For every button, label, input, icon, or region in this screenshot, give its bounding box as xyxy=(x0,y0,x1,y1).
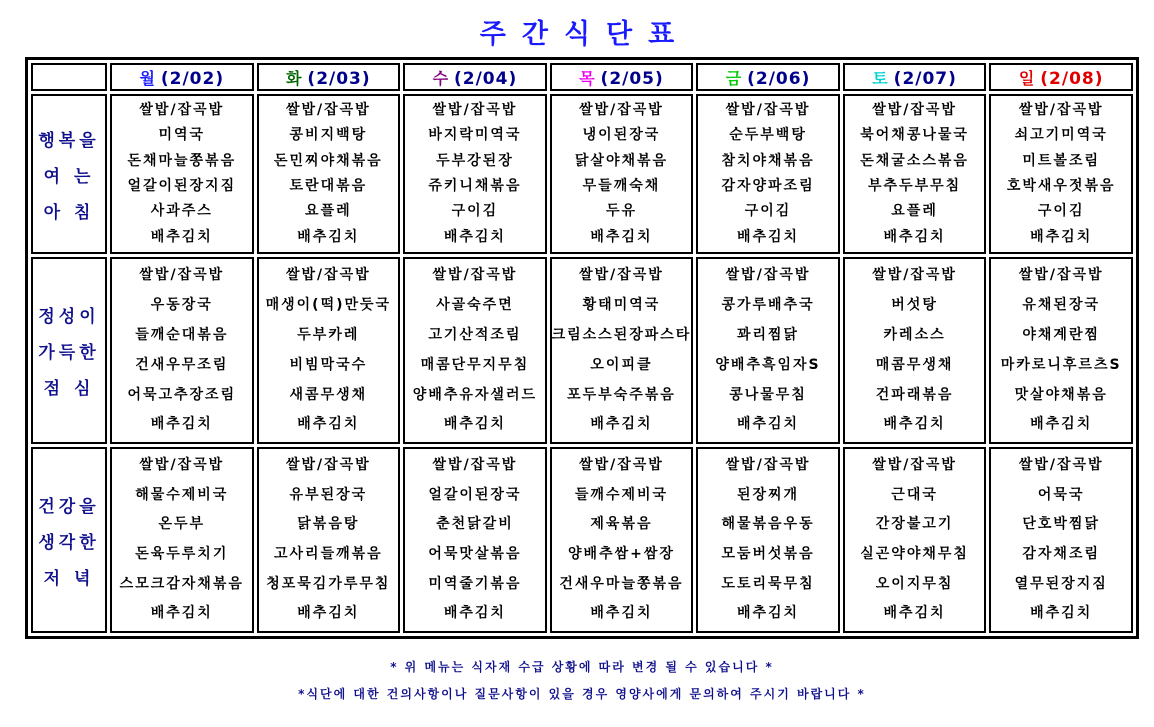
menu-item: 배추김치 xyxy=(1030,228,1093,245)
menu-item: 배추김치 xyxy=(443,228,506,245)
menu-item: 쌀밥/잡곡밥 xyxy=(285,267,371,284)
menu-item: 냉이된장국 xyxy=(582,127,661,144)
menu-cell xyxy=(403,94,547,254)
day-header-0 xyxy=(110,63,254,91)
day-header-3 xyxy=(550,63,694,91)
menu-item: 배추김치 xyxy=(443,416,506,433)
menu-cell xyxy=(843,257,987,444)
menu-item: 두부카레 xyxy=(297,326,360,343)
menu-cell xyxy=(843,94,987,254)
menu-item: 토란대볶음 xyxy=(289,177,368,194)
menu-item: 닭살야채볶음 xyxy=(574,152,669,169)
menu-item: 모둠버섯볶음 xyxy=(721,546,815,563)
menu-item: 쥬키니채볶음 xyxy=(428,177,522,194)
menu-item: 건새우무조림 xyxy=(135,356,229,373)
menu-cell xyxy=(110,447,254,633)
day-header-row xyxy=(31,63,1133,91)
menu-cell xyxy=(403,447,547,633)
menu-item: 구이김 xyxy=(451,203,499,220)
menu-item: 어묵맛살볶음 xyxy=(428,546,522,563)
meal-label-dinner xyxy=(31,447,107,633)
menu-item: 새콤무생채 xyxy=(289,386,368,403)
menu-item: 쌀밥/잡곡밥 xyxy=(1018,267,1104,284)
menu-item: 배추김치 xyxy=(297,416,360,433)
menu-item: 미트볼조림 xyxy=(1022,152,1100,169)
day-letter: 월 xyxy=(139,68,155,88)
menu-item: 쌀밥/잡곡밥 xyxy=(872,101,957,118)
corner-cell xyxy=(31,63,107,91)
menu-item: 배추김치 xyxy=(736,605,800,622)
menu-item: 두유 xyxy=(605,203,637,220)
menu-item: 청포묵김가루무침 xyxy=(266,575,391,592)
menu-item: 매생이(떡)만둣국 xyxy=(265,297,392,314)
menu-item: 스모크감자채볶음 xyxy=(119,575,244,592)
footer-note-1: * 위 메뉴는 식자재 수급 상황에 따라 변경 될 수 있습니다 * xyxy=(390,660,774,674)
menu-item: 건파래볶음 xyxy=(875,386,954,403)
day-date: (2/06) xyxy=(747,68,811,89)
menu-cell xyxy=(550,94,694,254)
menu-item: 구이김 xyxy=(744,203,792,220)
menu-item: 실곤약야채무침 xyxy=(860,546,969,563)
day-header-6 xyxy=(989,63,1133,91)
menu-item: 쌀밥/잡곡밥 xyxy=(725,267,811,284)
menu-item: 미역줄기볶음 xyxy=(428,575,522,592)
menu-item: 호박새우젓볶음 xyxy=(1006,177,1116,194)
menu-item: 우동장국 xyxy=(150,297,213,314)
menu-item: 닭볶음탕 xyxy=(297,516,360,533)
menu-item: 어묵국 xyxy=(1037,486,1085,503)
menu-item: 단호박찜닭 xyxy=(1022,516,1100,533)
menu-cell xyxy=(843,447,987,633)
menu-item: 북어채콩나물국 xyxy=(860,127,969,144)
menu-item: 배추김치 xyxy=(150,605,213,622)
menu-item: 배추김치 xyxy=(443,605,506,622)
menu-item: 배추김치 xyxy=(150,228,213,245)
footer-notes xyxy=(25,658,1139,702)
menu-item: 제육볶음 xyxy=(590,516,653,533)
meal-label-line: 생각한 xyxy=(38,532,100,553)
menu-item: 콩비지백탕 xyxy=(289,127,368,144)
menu-item: 돈채굴소스볶음 xyxy=(860,152,969,169)
menu-item: 온두부 xyxy=(158,516,206,533)
menu-item: 맛살야채볶음 xyxy=(1014,386,1108,403)
menu-item: 쌀밥/잡곡밥 xyxy=(579,457,664,474)
menu-item: 쌀밥/잡곡밥 xyxy=(1018,101,1104,118)
menu-cell xyxy=(696,94,840,254)
day-date: (2/05) xyxy=(600,68,664,89)
menu-item: 양배추흑임자S xyxy=(715,356,821,373)
day-letter: 화 xyxy=(286,68,302,88)
menu-item: 고기산적조림 xyxy=(428,326,522,343)
menu-item: 배추김치 xyxy=(150,416,213,433)
menu-item: 구이김 xyxy=(1037,203,1085,220)
menu-cell xyxy=(696,257,840,444)
menu-item: 배추김치 xyxy=(883,605,946,622)
day-header-4 xyxy=(696,63,840,91)
menu-item: 춘천닭갈비 xyxy=(436,516,514,533)
menu-item: 쌀밥/잡곡밥 xyxy=(1018,457,1104,474)
menu-item: 배추김치 xyxy=(736,416,800,433)
menu-item: 미역국 xyxy=(158,127,206,144)
menu-item: 두부강된장 xyxy=(436,152,514,169)
menu-item: 양배추유자샐러드 xyxy=(412,386,537,403)
menu-item: 쌀밥/잡곡밥 xyxy=(432,101,518,118)
menu-item: 매콤무생채 xyxy=(875,356,954,373)
menu-item: 사과주스 xyxy=(150,203,213,220)
menu-cell xyxy=(257,257,401,444)
menu-item: 쌀밥/잡곡밥 xyxy=(872,267,957,284)
menu-cell xyxy=(989,447,1133,633)
menu-item: 된장찌개 xyxy=(736,486,800,503)
page-title: 주간식단표 xyxy=(479,19,691,50)
meal-row-breakfast xyxy=(31,94,1133,254)
menu-item: 배추김치 xyxy=(590,416,653,433)
menu-item: 배추김치 xyxy=(883,416,946,433)
menu-item: 쌀밥/잡곡밥 xyxy=(725,457,811,474)
meal-row-dinner xyxy=(31,447,1133,633)
meal-row-lunch xyxy=(31,257,1133,444)
day-letter: 금 xyxy=(725,68,742,88)
menu-item: 오이피클 xyxy=(590,356,653,373)
menu-cell xyxy=(989,94,1133,254)
menu-item: 돈채마늘쫑볶음 xyxy=(127,152,237,169)
day-header-2 xyxy=(403,63,547,91)
menu-item: 건새우마늘쫑볶음 xyxy=(559,575,684,592)
menu-cell xyxy=(110,257,254,444)
menu-cell xyxy=(550,257,694,444)
meal-label-line: 점 심 xyxy=(43,379,95,399)
meal-label-line: 행복을 xyxy=(38,130,100,151)
day-letter: 토 xyxy=(872,68,888,88)
menu-item: 고사리들깨볶음 xyxy=(274,546,383,563)
day-letter: 일 xyxy=(1018,68,1035,88)
menu-item: 쌀밥/잡곡밥 xyxy=(725,101,811,118)
menu-item: 얼갈이된장지짐 xyxy=(127,177,237,194)
menu-item: 해물수제비국 xyxy=(135,486,229,503)
menu-item: 돈육두루치기 xyxy=(135,546,229,563)
menu-item: 배추김치 xyxy=(1030,416,1093,433)
day-letter: 목 xyxy=(579,68,595,88)
meal-label-line: 저 녁 xyxy=(43,568,95,589)
menu-item: 배추김치 xyxy=(1030,605,1093,622)
menu-item: 배추김치 xyxy=(297,228,360,245)
menu-cell xyxy=(989,257,1133,444)
menu-item: 열무된장지짐 xyxy=(1014,575,1108,592)
menu-item: 카레소스 xyxy=(883,326,946,343)
menu-item: 참치야채볶음 xyxy=(721,152,815,169)
day-header-5 xyxy=(843,63,987,91)
menu-item: 쌀밥/잡곡밥 xyxy=(139,457,225,474)
menu-item: 매콤단무지무침 xyxy=(420,356,530,373)
menu-item: 쌀밥/잡곡밥 xyxy=(432,457,518,474)
day-header-1 xyxy=(257,63,401,91)
menu-item: 쇠고기미역국 xyxy=(1014,127,1108,144)
menu-item: 순두부백탕 xyxy=(729,127,807,144)
menu-item: 감자양파조림 xyxy=(721,177,815,194)
menu-item: 배추김치 xyxy=(297,605,360,622)
menu-item: 쌀밥/잡곡밥 xyxy=(579,267,664,284)
menu-item: 쌀밥/잡곡밥 xyxy=(285,101,371,118)
menu-item: 배추김치 xyxy=(736,228,800,245)
menu-item: 배추김치 xyxy=(590,228,653,245)
menu-item: 어묵고추장조림 xyxy=(127,386,237,403)
meal-label-line: 여 는 xyxy=(43,166,95,187)
menu-item: 요플레 xyxy=(891,203,938,220)
menu-item: 해물볶음우동 xyxy=(721,516,815,533)
meal-label-line: 정성이 xyxy=(38,307,100,327)
menu-item: 배추김치 xyxy=(590,605,653,622)
menu-item: 들깨순대볶음 xyxy=(135,326,229,343)
day-date: (2/04) xyxy=(453,68,518,89)
menu-item: 바지락미역국 xyxy=(428,127,522,144)
menu-cell xyxy=(550,447,694,633)
menu-item: 간장불고기 xyxy=(875,516,954,533)
day-date: (2/03) xyxy=(307,68,371,89)
day-date: (2/08) xyxy=(1040,68,1104,89)
menu-cell xyxy=(403,257,547,444)
menu-item: 쌀밥/잡곡밥 xyxy=(139,101,225,118)
menu-item: 황태미역국 xyxy=(582,297,661,314)
menu-item: 버섯탕 xyxy=(891,297,938,314)
menu-table xyxy=(25,57,1139,639)
menu-item: 감자채조림 xyxy=(1022,546,1100,563)
menu-item: 꽈리찜닭 xyxy=(736,326,800,343)
menu-item: 야채계란찜 xyxy=(1022,326,1100,343)
menu-item: 요플레 xyxy=(305,203,352,220)
menu-item: 사골숙주면 xyxy=(436,297,514,314)
menu-item: 무들깨숙채 xyxy=(582,177,661,194)
menu-item: 근대국 xyxy=(891,486,938,503)
menu-item: 도토리묵무침 xyxy=(721,575,815,592)
menu-item: 얼갈이된장국 xyxy=(428,486,522,503)
menu-item: 쌀밥/잡곡밥 xyxy=(579,101,664,118)
day-date: (2/02) xyxy=(160,68,225,89)
menu-cell xyxy=(257,447,401,633)
menu-item: 마카로니후르츠S xyxy=(1000,356,1122,373)
meal-label-lunch xyxy=(31,257,107,444)
menu-item: 오이지무침 xyxy=(875,575,954,592)
menu-item: 들깨수제비국 xyxy=(574,486,669,503)
menu-item: 유부된장국 xyxy=(289,486,368,503)
menu-item: 쌀밥/잡곡밥 xyxy=(432,267,518,284)
menu-item: 부추두부무침 xyxy=(868,177,962,194)
footer-note-2: *식단에 대한 건의사항이나 질문사항이 있을 경우 영양사에게 문의하여 주시기 바랍니다 * xyxy=(298,687,866,701)
menu-item: 쌀밥/잡곡밥 xyxy=(872,457,957,474)
meal-label-line: 건강을 xyxy=(38,496,100,517)
menu-cell xyxy=(257,94,401,254)
menu-item: 양배추쌈+쌈장 xyxy=(568,546,675,563)
menu-item: 쌀밥/잡곡밥 xyxy=(285,457,371,474)
day-letter: 수 xyxy=(432,68,449,88)
menu-item: 배추김치 xyxy=(883,228,946,245)
menu-item: 크림소스된장파스타 xyxy=(551,326,692,343)
day-date: (2/07) xyxy=(893,68,957,89)
menu-item: 유채된장국 xyxy=(1022,297,1100,314)
menu-item: 콩가루배추국 xyxy=(721,297,815,314)
meal-label-line: 아 침 xyxy=(43,202,95,223)
menu-cell xyxy=(110,94,254,254)
meal-label-breakfast xyxy=(31,94,107,254)
menu-cell xyxy=(696,447,840,633)
menu-item: 쌀밥/잡곡밥 xyxy=(139,267,225,284)
menu-item: 콩나물무침 xyxy=(729,386,807,403)
meal-label-line: 가득한 xyxy=(38,343,100,363)
menu-item: 포두부숙주볶음 xyxy=(567,386,676,403)
menu-item: 돈민찌야채볶음 xyxy=(274,152,383,169)
menu-item: 비빔막국수 xyxy=(289,356,368,373)
